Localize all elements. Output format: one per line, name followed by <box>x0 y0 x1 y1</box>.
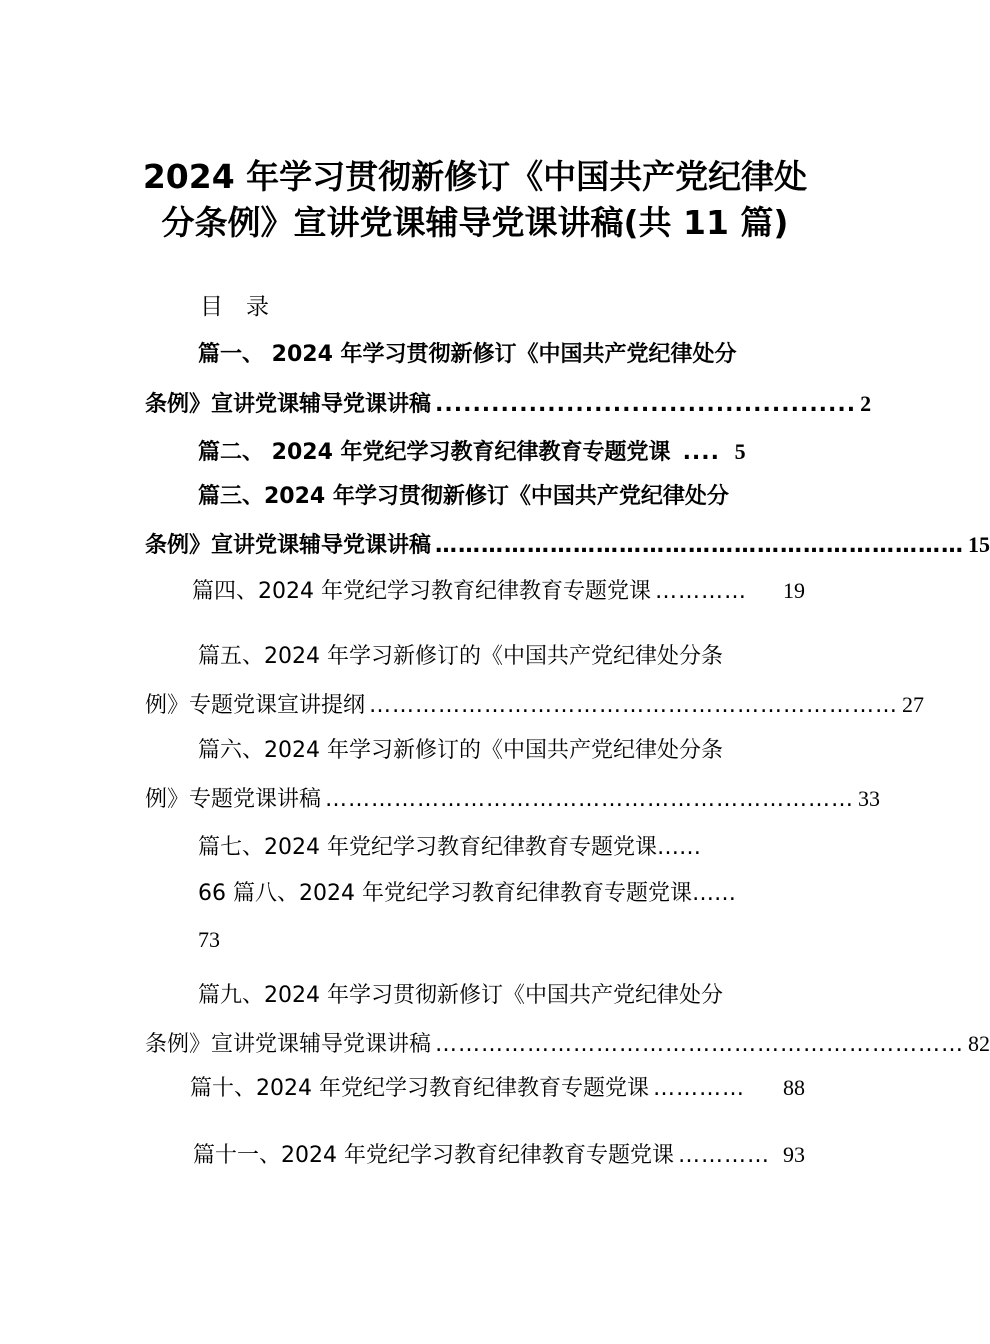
toc-heading: 目 录 <box>200 294 269 320</box>
toc-entry-4[interactable] <box>192 576 805 607</box>
toc-entry-3-page: 15 <box>968 532 990 557</box>
toc-leader-dots: …………………………………………………………… <box>325 787 855 812</box>
toc-entry-3-line-1[interactable]: 篇三、2024 年学习贯彻新修订《中国共产党纪律处分 <box>198 484 729 509</box>
toc-entry-10[interactable] <box>190 1073 805 1104</box>
toc-entry-6-line-2[interactable] <box>145 784 881 815</box>
toc-entry-6-text: 例》专题党课讲稿 <box>145 787 322 812</box>
toc-entry-3-text: 条例》宣讲党课辅导党课讲稿 <box>145 533 432 558</box>
toc-entry-5-line-1[interactable]: 篇五、2024 年学习新修订的《中国共产党纪律处分条 <box>198 644 723 669</box>
toc-entry-11-page: 93 <box>783 1142 805 1167</box>
toc-entry-9-page: 82 <box>968 1031 990 1056</box>
toc-entry-5-page: 27 <box>902 692 925 717</box>
toc-leader-dots: ………… <box>654 579 747 604</box>
toc-entry-2[interactable] <box>198 437 805 468</box>
toc-leader-dots: ............................................. <box>435 392 857 417</box>
toc-leader-dots: …………………………………………………………… <box>369 693 899 718</box>
toc-entry-8-page: 73 <box>198 927 220 952</box>
toc-entry-11[interactable] <box>193 1140 805 1171</box>
toc-entry-4-page: 19 <box>783 578 805 603</box>
toc-leader-dots: .... <box>682 440 720 465</box>
toc-entry-5-line-2[interactable] <box>145 690 925 721</box>
toc-entry-7[interactable]: 篇七、2024 年党纪学习教育纪律教育专题党课…… <box>198 835 701 860</box>
toc-entry-1-line-2[interactable] <box>145 389 872 420</box>
toc-entry-6-page: 33 <box>858 786 881 811</box>
toc-entry-10-text: 篇十、2024 年党纪学习教育纪律教育专题党课 <box>190 1076 649 1101</box>
toc-entry-6-line-1[interactable]: 篇六、2024 年学习新修订的《中国共产党纪律处分条 <box>198 738 723 763</box>
toc-leader-dots: …………………………………………………………… <box>435 533 965 558</box>
toc-entry-9-line-1[interactable]: 篇九、2024 年学习贯彻新修订《中国共产党纪律处分 <box>198 983 723 1008</box>
toc-leader-dots: ………… <box>677 1143 770 1168</box>
document-title-line-2: 分条例》宣讲党课辅导党课讲稿(共 11 篇) <box>161 203 789 242</box>
toc-entry-2-page: 5 <box>734 439 746 464</box>
toc-entry-9-line-2[interactable] <box>145 1029 990 1060</box>
toc-entry-8[interactable]: 66 篇八、2024 年党纪学习教育纪律教育专题党课…… <box>198 881 736 906</box>
toc-entry-10-page: 88 <box>783 1075 805 1100</box>
toc-entry-11-text: 篇十一、2024 年党纪学习教育纪律教育专题党课 <box>193 1143 674 1168</box>
toc-entry-5-text: 例》专题党课宣讲提纲 <box>145 693 366 718</box>
toc-entry-3-line-2[interactable] <box>145 530 990 561</box>
toc-entry-1-line-1[interactable]: 篇一、 2024 年学习贯彻新修订《中国共产党纪律处分 <box>198 342 737 367</box>
toc-entry-1-text: 条例》宣讲党课辅导党课讲稿 <box>145 392 432 417</box>
document-title-line-1: 2024 年学习贯彻新修订《中国共产党纪律处 <box>142 157 808 196</box>
toc-entry-4-text: 篇四、2024 年党纪学习教育纪律教育专题党课 <box>192 579 651 604</box>
toc-entry-2-text: 篇二、 2024 年党纪学习教育纪律教育专题党课 <box>198 440 671 465</box>
toc-leader-dots: …………………………………………………………… <box>435 1032 965 1057</box>
toc-leader-dots: ………… <box>652 1076 745 1101</box>
toc-entry-1-page: 2 <box>860 391 872 416</box>
toc-entry-9-text: 条例》宣讲党课辅导党课讲稿 <box>145 1032 432 1057</box>
